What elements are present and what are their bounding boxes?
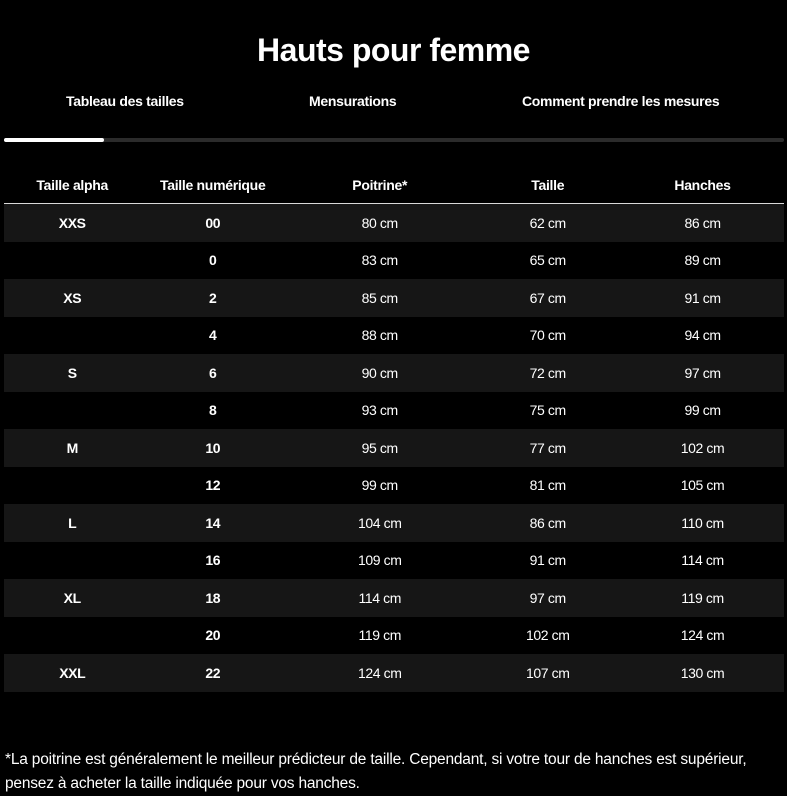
- table-row: [4, 317, 784, 355]
- chest-cell: 99 cm: [361, 477, 398, 494]
- chest-cell: 109 cm: [357, 552, 402, 569]
- tab-how-to-measure[interactable]: Comment prendre les mesures: [522, 93, 720, 109]
- chest-cell: 93 cm: [361, 402, 398, 419]
- numeric-size-cell: 6: [140, 354, 285, 392]
- alpha-size-cell: [4, 467, 140, 505]
- alpha-size-cell: [4, 617, 140, 655]
- numeric-size-cell: 0: [209, 252, 217, 269]
- chest-cell: 90 cm: [285, 354, 474, 392]
- hips-cell: 105 cm: [680, 477, 725, 494]
- numeric-size-cell: 22: [140, 654, 285, 692]
- hips-cell: 102 cm: [621, 429, 784, 467]
- chest-cell: 114 cm: [285, 579, 474, 617]
- alpha-size-cell: [4, 542, 140, 580]
- alpha-size-cell: M: [4, 429, 140, 467]
- numeric-size-cell: 4: [209, 327, 217, 344]
- waist-cell: 72 cm: [474, 354, 621, 392]
- table-row: [4, 204, 784, 242]
- waist-cell: 70 cm: [529, 327, 566, 344]
- table-row: [4, 504, 784, 542]
- numeric-size-cell: 10: [140, 429, 285, 467]
- chest-cell: 85 cm: [285, 279, 474, 317]
- table-row: [4, 654, 784, 692]
- header-numeric-size: Taille numérique: [140, 166, 285, 204]
- alpha-size-cell: XXS: [4, 204, 140, 242]
- size-table-body: [4, 204, 784, 692]
- tab-size-chart[interactable]: Tableau des tailles: [66, 93, 184, 109]
- waist-cell: 107 cm: [474, 654, 621, 692]
- alpha-size-cell: [4, 392, 140, 430]
- numeric-size-cell: 8: [209, 402, 217, 419]
- table-row: [4, 429, 784, 467]
- waist-cell: 67 cm: [474, 279, 621, 317]
- alpha-size-cell: [4, 242, 140, 280]
- table-row: [4, 467, 784, 505]
- waist-cell: 102 cm: [525, 627, 570, 644]
- chest-cell: 104 cm: [285, 504, 474, 542]
- header-hips: Hanches: [621, 166, 784, 204]
- tab-measurements[interactable]: Mensurations: [309, 93, 397, 109]
- waist-cell: 77 cm: [474, 429, 621, 467]
- alpha-size-cell: XXL: [4, 654, 140, 692]
- numeric-size-cell: 2: [140, 279, 285, 317]
- active-tab-indicator: [4, 138, 104, 142]
- numeric-size-cell: 14: [140, 504, 285, 542]
- chest-cell: 88 cm: [361, 327, 398, 344]
- tab-track: [4, 138, 784, 142]
- hips-cell: 124 cm: [680, 627, 725, 644]
- numeric-size-cell: 18: [140, 579, 285, 617]
- hips-cell: 99 cm: [684, 402, 721, 419]
- table-row: [4, 392, 784, 430]
- page-title: Hauts pour femme: [257, 32, 530, 69]
- table-header-row: [4, 166, 784, 204]
- hips-cell: 91 cm: [621, 279, 784, 317]
- chest-cell: 95 cm: [285, 429, 474, 467]
- chest-cell: 83 cm: [361, 252, 398, 269]
- alpha-size-cell: S: [4, 354, 140, 392]
- hips-cell: 119 cm: [621, 579, 784, 617]
- waist-cell: 62 cm: [474, 204, 621, 242]
- numeric-size-cell: 12: [205, 477, 221, 494]
- alpha-size-cell: XL: [4, 579, 140, 617]
- hips-cell: 94 cm: [684, 327, 721, 344]
- waist-cell: 81 cm: [529, 477, 566, 494]
- table-row: [4, 354, 784, 392]
- numeric-size-cell: 00: [140, 204, 285, 242]
- waist-cell: 91 cm: [529, 552, 566, 569]
- chest-cell: 119 cm: [358, 627, 401, 644]
- hips-cell: 110 cm: [621, 504, 784, 542]
- header-chest: Poitrine*: [285, 166, 474, 204]
- hips-cell: 114 cm: [681, 552, 724, 569]
- chest-cell: 124 cm: [285, 654, 474, 692]
- hips-cell: 86 cm: [621, 204, 784, 242]
- table-row: [4, 242, 784, 280]
- chest-cell: 80 cm: [285, 204, 474, 242]
- waist-cell: 75 cm: [529, 402, 566, 419]
- alpha-size-cell: [4, 317, 140, 355]
- waist-cell: 65 cm: [529, 252, 566, 269]
- footnote: *La poitrine est généralement le meilleur prédicteur de taille. Cependant, si votre tour de hanches est supérieur, pensez à acheter la taille indiquée pour vos hanches.: [5, 750, 747, 792]
- numeric-size-cell: 16: [205, 552, 221, 569]
- waist-cell: 86 cm: [474, 504, 621, 542]
- table-row: [4, 279, 784, 317]
- numeric-size-cell: 20: [205, 627, 221, 644]
- alpha-size-cell: L: [4, 504, 140, 542]
- header-waist: Taille: [474, 166, 621, 204]
- table-row: [4, 542, 784, 580]
- table-row: [4, 579, 784, 617]
- alpha-size-cell: XS: [4, 279, 140, 317]
- size-table: [4, 166, 784, 692]
- header-alpha-size: Taille alpha: [4, 166, 140, 204]
- hips-cell: 130 cm: [621, 654, 784, 692]
- hips-cell: 97 cm: [621, 354, 784, 392]
- waist-cell: 97 cm: [474, 579, 621, 617]
- table-row: [4, 617, 784, 655]
- hips-cell: 89 cm: [684, 252, 721, 269]
- size-guide-tabs: [0, 90, 787, 114]
